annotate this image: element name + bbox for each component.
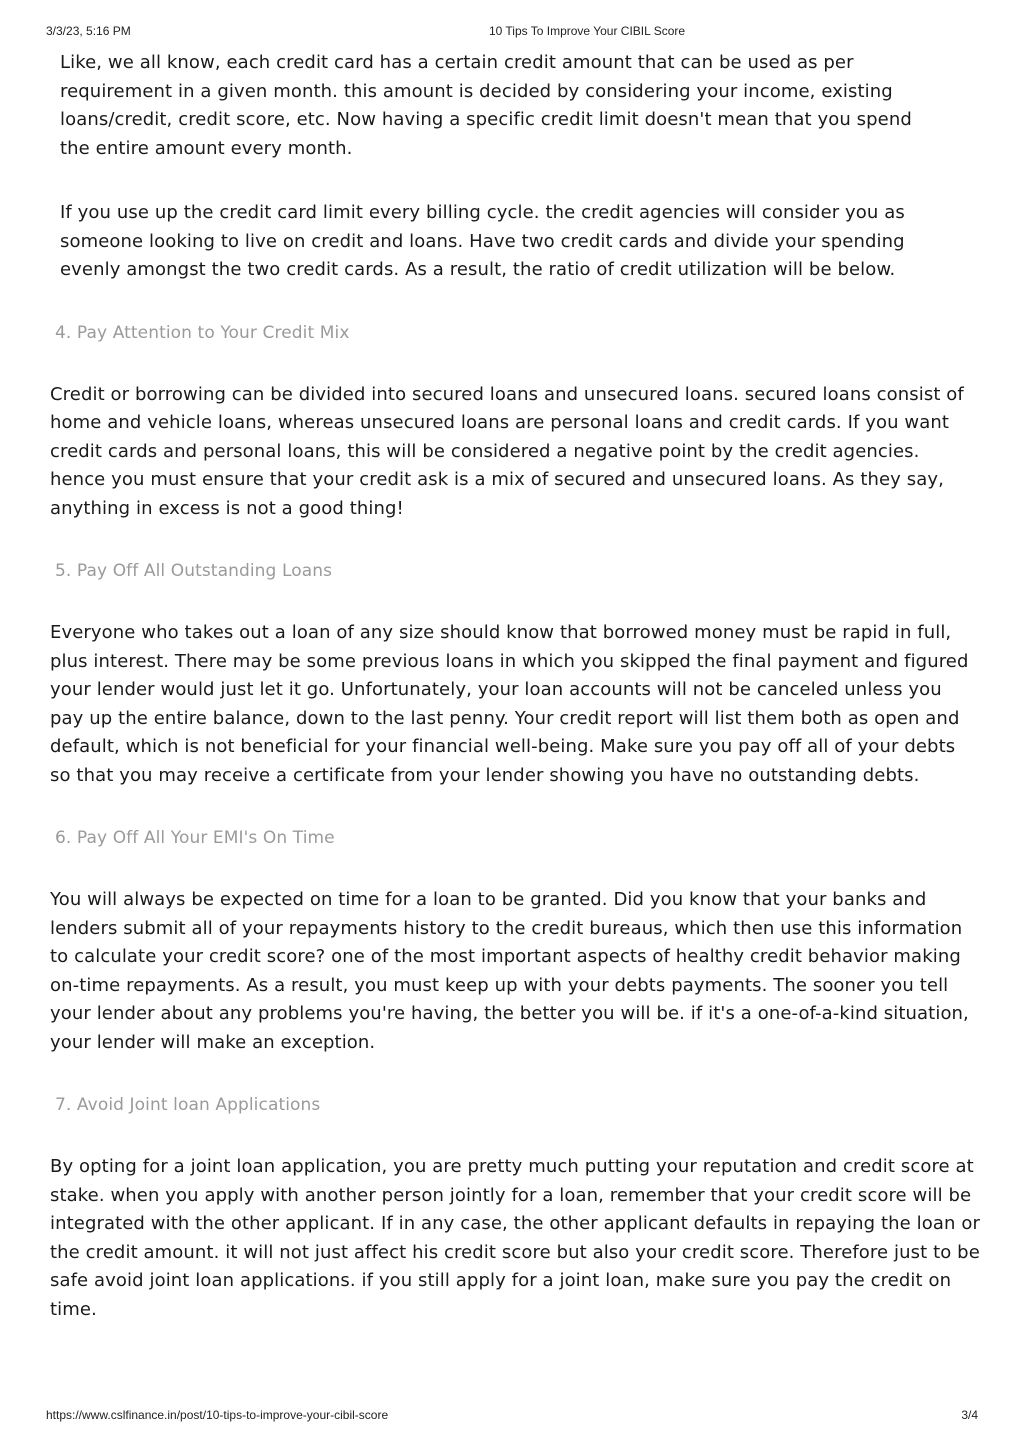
intro-paragraph: If you use up the credit card limit every billing cycle. the credit agencies will consider you as someone looking to live on credit and loans. Have two credit cards and divide your spending evenly amongst the two credit cards. As a result, the ratio of credit utilization will be below. — [60, 202, 905, 280]
intro-paragraph: Like, we all know, each credit card has a certain credit amount that can be used as per requirement in a given month. this amount is decided by considering your income, existing loans/credit, credit score, etc. Now having a specific credit limit doesn't mean that you spend the entire amount every month. — [60, 52, 912, 159]
page-url: https://www.cslfinance.in/post/10-tips-to-improve-your-cibil-score — [46, 1408, 389, 1422]
print-footer — [0, 1408, 1024, 1426]
section-heading-outstanding-loans: 5. Pay Off All Outstanding Loans — [55, 561, 333, 581]
section-heading-emi-on-time: 6. Pay Off All Your EMI's On Time — [55, 828, 335, 848]
section-body-outstanding-loans: Everyone who takes out a loan of any size should know that borrowed money must be rapid in full, plus interest. There may be some previous loans in which you skipped the final payment and figured your lender would just let it go. Unfortunately, your loan accounts will not be canceled unless you pay up the entire balance, down to the last penny. Your credit report will list them both as open and default, which is not beneficial for your financial well-being. Make sure you pay off all of your debts so that you may receive a certificate from your lender showing you have no outstanding debts. — [50, 622, 969, 786]
print-datetime: 3/3/23, 5:16 PM — [46, 24, 131, 38]
article-content — [50, 49, 980, 1324]
section-heading-joint-loan: 7. Avoid Joint loan Applications — [55, 1095, 321, 1115]
section-body-joint-loan: By opting for a joint loan application, you are pretty much putting your reputation and credit score at stake. when you apply with another person jointly for a loan, remember that your credit score will be integrated with the other applicant. If in any case, the other applicant defaults in repaying the loan or the credit amount. it will not just affect his credit score but also your credit score. Therefore just to be safe avoid joint loan applications. if you still apply for a joint loan, make sure you pay the credit on time. — [50, 1156, 980, 1320]
section-body-emi-on-time: You will always be expected on time for a loan to be granted. Did you know that your banks and lenders submit all of your repayments history to the credit bureaus, which then use this information to calculate your credit score? one of the most important aspects of healthy credit behavior making on-time repayments. As a result, you must keep up with your debts payments. The sooner you tell your lender about any problems you're having, the better you will be. if it's a one-of-a-kind situation, your lender will make an exception. — [50, 889, 969, 1053]
section-body-credit-mix: Credit or borrowing can be divided into secured loans and unsecured loans. secured loans consist of home and vehicle loans, whereas unsecured loans are personal loans and credit cards. If you want credit cards and personal loans, this will be considered a negative point by the credit agencies. hence you must ensure that your credit ask is a mix of secured and unsecured loans. As they say, anything in excess is not a good thing! — [50, 383, 964, 519]
print-document-title: 10 Tips To Improve Your CIBIL Score — [488, 24, 686, 38]
print-header — [0, 24, 1024, 42]
section-heading-credit-mix: 4. Pay Attention to Your Credit Mix — [55, 322, 350, 343]
page-number: 3/4 — [961, 1408, 978, 1422]
